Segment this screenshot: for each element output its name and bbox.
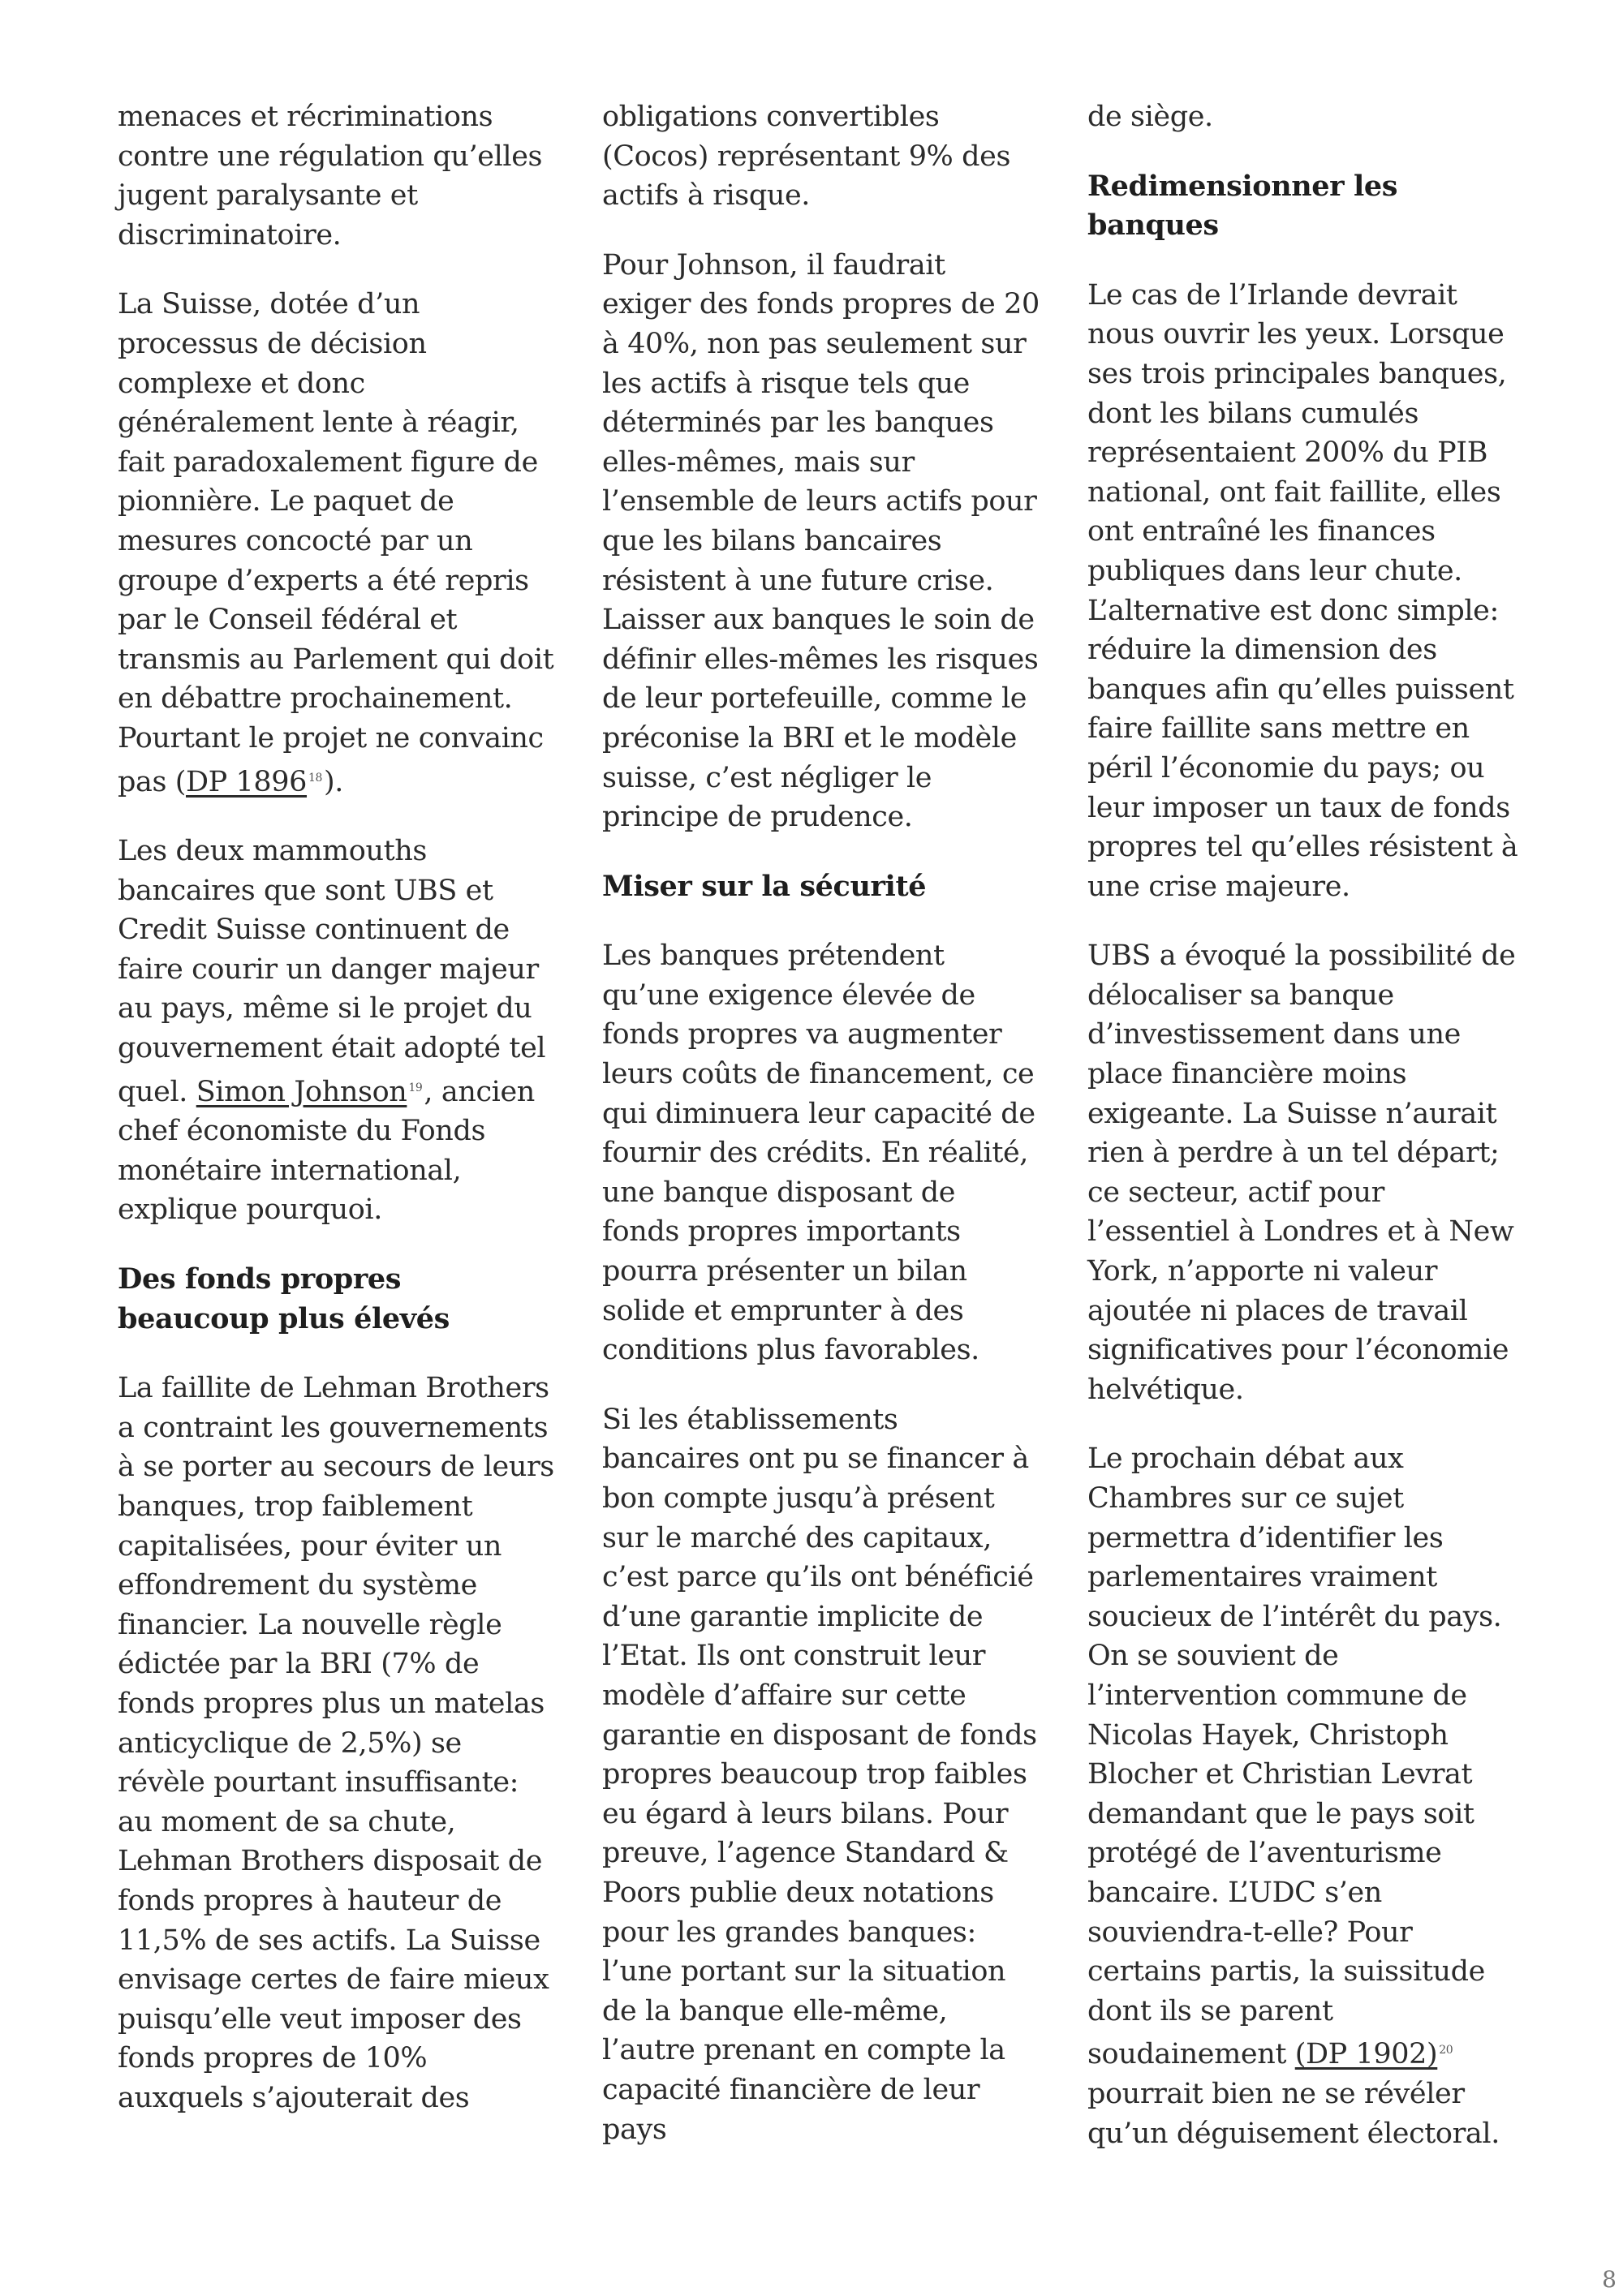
text-segment: Le cas de l’Irlande devrait nous ouvrir les yeux. Lorsque ses trois principales banques, dont les bilans cumulés représentaient 200% du PIB national, ont fait faillite, elles ont entraîné les finances publiques dans leur chute. L’alternative est donc simple: réduire la dimension des banques afin qu’elles puissent faire faillite sans mettre en péril l’économie du pays; ou leur imposer un taux de fonds propres tel qu’elles résistent à une crise majeure. [1087,278,1518,903]
paragraph [118,1369,556,2118]
paragraph [1087,276,1526,907]
section-heading: Des fonds propres beaucoup plus élevés [118,1262,450,1335]
paragraph [1087,97,1526,137]
paragraph [602,97,1040,216]
text-segment: Si les établissements bancaires ont pu se financer à bon compte jusqu’à présent sur le marché des capitaux, c’est parce qu’ils ont bénéficié d’une garantie implicite de l’Etat. Ils ont construit leur modèle d’affaire sur cette garantie en disposant de fonds propres beaucoup trop faibles eu égard à leurs bilans. Pour preuve, l’agence Standard & Poors publie deux notations pour les grandes banques: l’une portant sur la situation de la banque elle-même, l’autre prenant en compte la capacité financière de leur pays [602,1403,1037,2146]
article-column-2 [602,97,1040,2179]
text-segment: La faillite de Lehman Brothers a contraint les gouvernements à se porter au secours de leurs banques, trop faiblement capitalisées, pour éviter un effondrement du système financier. La nouvelle règle édictée par la BRI (7% de fonds propres plus un matelas anticyclique de 2,5%) se révèle pourtant insuffisante: au moment de sa chute, Lehman Brothers disposait de fonds propres à hauteur de 11,5% de ses actifs. La Suisse envisage certes de faire mieux puisqu’elle veut imposer des fonds propres de 10% auxquels s’ajouterait des [118,1372,554,2114]
footnote-marker: 20 [1439,2044,1453,2057]
reference-link[interactable]: (DP 1902) [1294,2038,1438,2071]
paragraph [602,246,1040,837]
article-column-1 [118,97,556,2148]
reference-link[interactable]: DP 1896 [186,765,308,798]
text-segment: obligations convertibles (Cocos) représentant 9% des actifs à risque. [602,101,1011,213]
footnote-marker: 19 [408,1081,423,1094]
text-segment: Pour Johnson, il faudrait exiger des fonds propres de 20 à 40%, non pas seulement sur les actifs à risque tels que déterminés par les banques elles-mêmes, mais sur l’ensemble de leurs actifs pour que les bilans bancaires résistent à une future crise. Laisser aux banques le soin de définir elles-mêmes les risques de leur portefeuille, comme le préconise la BRI et le modèle suisse, c’est négliger le principe de prudence. [602,248,1040,834]
text-segment: Les banques prétendent qu’une exigence élevée de fonds propres va augmenter leurs coûts de financement, ce qui diminuera leur capacité de fournir des crédits. En réalité, une banque disposant de fonds propres importants pourra présenter un bilan solide et emprunter à des conditions plus favorables. [602,939,1035,1367]
text-segment: de siège. [1087,101,1213,133]
text-segment: menaces et récriminations contre une régulation qu’elles jugent paralysante et discriminatoire. [118,101,543,252]
text-segment: Le prochain débat aux Chambres sur ce sujet permettra d’identifier les parlementaires vraiment soucieux de l’intérêt du pays. On se souvient de l’intervention commune de Nicolas Hayek, Christoph Blocher et Christian Levrat demandant que le pays soit protégé de l’aventurisme bancaire. L’UDC s’en souviendra-t-elle? Pour certains partis, la suissitude dont ils se parent soudainement [1087,1443,1502,2071]
paragraph [118,97,556,255]
section-heading: Miser sur la sécurité [602,869,927,903]
paragraph [602,1400,1040,2149]
paragraph [118,832,556,1230]
page-number: 8 [1602,2266,1617,2293]
paragraph [118,285,556,802]
paragraph [1087,936,1526,1409]
reference-link[interactable]: Simon Johnson [196,1075,407,1108]
text-segment: , ancien chef économiste du Fonds monétaire international, explique pourquoi. [118,1075,535,1227]
section-heading: Redimensionner les banques [1087,169,1398,243]
paragraph [1087,1439,1526,2153]
footnote-marker: 18 [308,771,323,785]
text-segment: ). [324,765,344,798]
text-segment: pourrait bien ne se révéler qu’un déguisement électoral. [1087,2077,1500,2150]
article-column-3 [1087,97,1526,2183]
text-segment: La Suisse, dotée d’un processus de décision complexe et donc généralement lente à réagir, fait paradoxalement figure de pionnière. Le paquet de mesures concocté par un groupe d’experts a été repris par le Conseil fédéral et transmis au Parlement qui doit en débattre prochainement. Pourtant le projet ne convainc pas ( [118,288,554,798]
paragraph [602,936,1040,1370]
text-segment: UBS a évoqué la possibilité de délocaliser sa banque d’investissement dans une place financière moins exigeante. La Suisse n’aurait rien à perdre à un tel départ; ce secteur, actif pour l’essentiel à Londres et à New York, n’apporte ni valeur ajoutée ni places de travail significatives pour l’économie helvétique. [1087,939,1516,1406]
text-segment: Les deux mammouths bancaires que sont UBS et Credit Suisse continuent de faire courir un danger majeur au pays, même si le projet du gouvernement était adopté tel quel. [118,835,546,1108]
